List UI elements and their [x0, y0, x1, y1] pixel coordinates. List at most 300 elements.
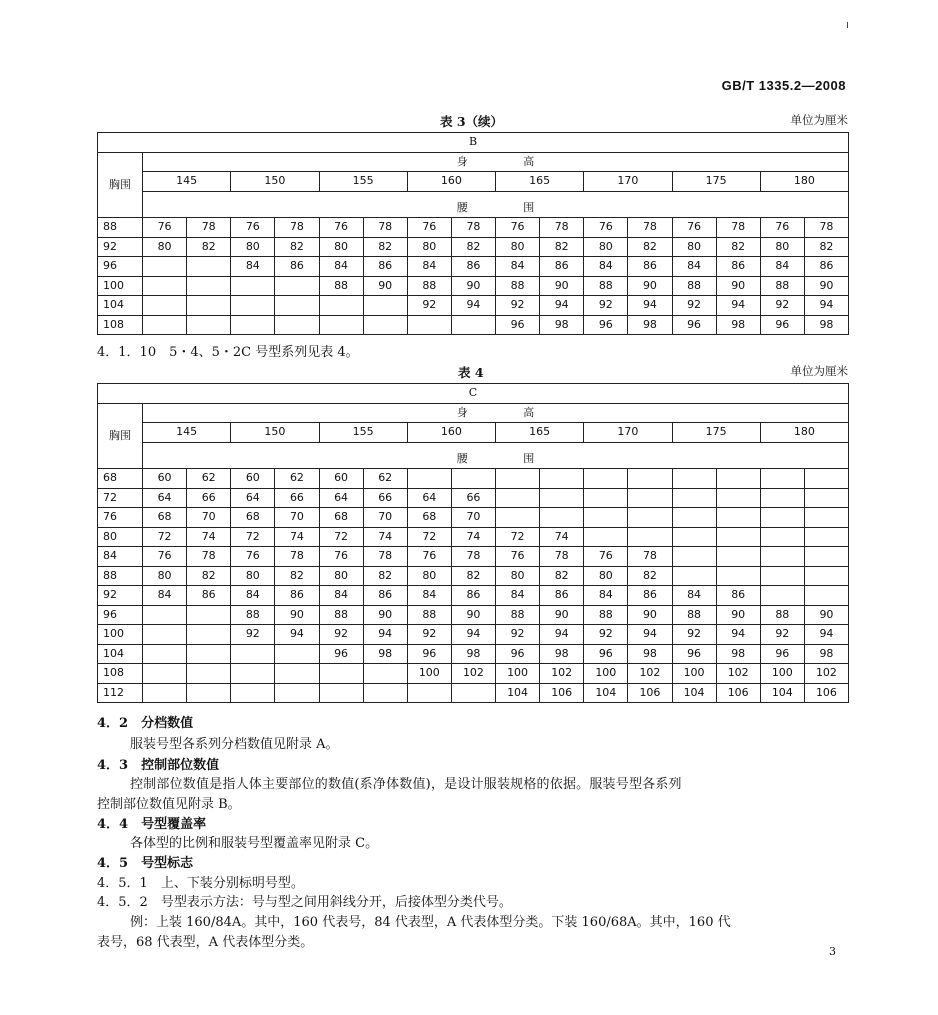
waist-value: 94 [804, 296, 848, 316]
waist-value: 100 [760, 664, 804, 684]
waist-value: 98 [451, 644, 495, 664]
waist-value [584, 488, 628, 508]
waist-value: 74 [451, 527, 495, 547]
waist-value: 86 [187, 586, 231, 606]
waist-value: 82 [451, 237, 495, 257]
waist-value: 88 [496, 276, 540, 296]
waist-value: 82 [628, 566, 672, 586]
waist-value: 72 [407, 527, 451, 547]
height-value: 165 [496, 172, 584, 192]
table-row [98, 257, 849, 277]
waist-value [672, 488, 716, 508]
chest-value: 80 [98, 527, 143, 547]
height-value: 180 [760, 172, 848, 192]
chest-value: 104 [98, 296, 143, 316]
section-4-2-body: 服装号型各系列分档数值见附录 A。 [130, 737, 339, 752]
waist-value [672, 547, 716, 567]
waist-value [760, 586, 804, 606]
waist-value: 90 [540, 605, 584, 625]
waist-value [760, 469, 804, 489]
waist-value [143, 683, 187, 703]
waist-value: 86 [540, 257, 584, 277]
waist-value: 76 [672, 218, 716, 238]
waist-value: 78 [628, 218, 672, 238]
chest-value: 76 [98, 508, 143, 528]
waist-value: 82 [187, 566, 231, 586]
heights-row [98, 172, 849, 192]
waist-value [143, 605, 187, 625]
waist-value: 78 [451, 218, 495, 238]
waist-value: 72 [143, 527, 187, 547]
waist-value: 90 [716, 605, 760, 625]
table-row [98, 547, 849, 567]
waist-value: 86 [716, 586, 760, 606]
corner-mark [847, 22, 848, 28]
height-value: 155 [319, 423, 407, 443]
height-value: 160 [407, 423, 495, 443]
waist-value: 86 [275, 257, 319, 277]
height-value: 170 [584, 423, 672, 443]
waist-value: 86 [628, 586, 672, 606]
waist-value: 84 [143, 586, 187, 606]
waist-value: 70 [187, 508, 231, 528]
waist-value [628, 488, 672, 508]
waist-value: 92 [496, 296, 540, 316]
waist-value: 98 [540, 315, 584, 335]
waist-value [672, 566, 716, 586]
waist-value: 84 [672, 257, 716, 277]
height-value: 170 [584, 172, 672, 192]
waist-value [628, 469, 672, 489]
table-row [98, 625, 849, 645]
waist-value [716, 488, 760, 508]
waist-value [451, 469, 495, 489]
waist-value: 104 [672, 683, 716, 703]
waist-value: 88 [584, 276, 628, 296]
table-row [98, 315, 849, 335]
waist-value: 88 [496, 605, 540, 625]
waist-value: 92 [319, 625, 363, 645]
table-row [98, 664, 849, 684]
waist-value [275, 683, 319, 703]
waist-value [363, 315, 407, 335]
waist-value [804, 547, 848, 567]
waist-value: 90 [804, 605, 848, 625]
waist-value [275, 296, 319, 316]
type-row [98, 384, 849, 404]
waist-value: 94 [804, 625, 848, 645]
chest-header: 胸围 [98, 403, 143, 469]
waist-value: 88 [407, 276, 451, 296]
waist-value [716, 566, 760, 586]
chest-value: 92 [98, 237, 143, 257]
waist-label: 腰 围 [143, 199, 849, 218]
waist-value [275, 276, 319, 296]
type-row [98, 133, 849, 153]
table-row [98, 586, 849, 606]
waist-value [540, 488, 584, 508]
waist-value: 100 [496, 664, 540, 684]
waist-value: 78 [187, 218, 231, 238]
waist-value: 76 [584, 218, 628, 238]
waist-value: 84 [672, 586, 716, 606]
waist-value: 92 [407, 625, 451, 645]
waist-value [496, 508, 540, 528]
waist-value [187, 605, 231, 625]
table4-unit: 单位为厘米 [790, 364, 848, 378]
waist-value: 76 [319, 218, 363, 238]
waist-value [672, 527, 716, 547]
waist-value [363, 296, 407, 316]
waist-value: 84 [407, 257, 451, 277]
waist-value: 88 [584, 605, 628, 625]
waist-value: 74 [540, 527, 584, 547]
chest-value: 104 [98, 644, 143, 664]
waist-value [407, 683, 451, 703]
chest-value: 96 [98, 605, 143, 625]
waist-value: 94 [540, 625, 584, 645]
waist-value: 100 [407, 664, 451, 684]
waist-value: 78 [275, 218, 319, 238]
waist-value: 90 [628, 605, 672, 625]
waist-value [319, 315, 363, 335]
waist-value: 76 [319, 547, 363, 567]
height-label: 身 高 [143, 403, 849, 423]
waist-value [451, 315, 495, 335]
waist-value: 106 [628, 683, 672, 703]
waist-value: 62 [187, 469, 231, 489]
waist-value: 66 [187, 488, 231, 508]
waist-value: 78 [187, 547, 231, 567]
waist-value: 94 [540, 296, 584, 316]
waist-value: 98 [628, 315, 672, 335]
waist-value: 76 [407, 547, 451, 567]
section-4-3-body-line1: 控制部位数值是指人体主要部位的数值(系净体数值)，是设计服装规格的依据。服装号型各系列 [130, 777, 682, 792]
waist-value: 64 [143, 488, 187, 508]
waist-value: 86 [804, 257, 848, 277]
waist-value [540, 469, 584, 489]
waist-value [231, 644, 275, 664]
waist-value: 70 [275, 508, 319, 528]
chest-value: 84 [98, 547, 143, 567]
waist-value: 82 [540, 237, 584, 257]
waist-value: 74 [275, 527, 319, 547]
table-row [98, 508, 849, 528]
section-4-3-body-line2: 控制部位数值见附录 B。 [97, 797, 241, 812]
waist-value: 96 [496, 644, 540, 664]
waist-value: 84 [496, 586, 540, 606]
chest-header: 胸围 [98, 152, 143, 218]
section-4-5-heading: 4．5 号型标志 [97, 856, 194, 871]
waist-value: 80 [496, 566, 540, 586]
waist-value: 78 [716, 218, 760, 238]
waist-value [231, 276, 275, 296]
chest-value: 88 [98, 218, 143, 238]
waist-value: 78 [275, 547, 319, 567]
waist-value: 82 [363, 237, 407, 257]
waist-value: 66 [275, 488, 319, 508]
section-4-2-heading: 4．2 分档数值 [97, 716, 194, 731]
waist-value [496, 469, 540, 489]
waist-value: 74 [187, 527, 231, 547]
waist-value: 84 [231, 586, 275, 606]
waist-value: 94 [628, 296, 672, 316]
waist-value [143, 315, 187, 335]
waist-value [760, 527, 804, 547]
table4 [97, 383, 849, 703]
page-number: 3 [829, 945, 836, 958]
table-row [98, 605, 849, 625]
height-value: 150 [231, 423, 319, 443]
waist-value: 82 [628, 237, 672, 257]
table-row [98, 218, 849, 238]
waist-value: 90 [363, 605, 407, 625]
waist-value [143, 296, 187, 316]
waist-value [187, 276, 231, 296]
height-value: 145 [143, 423, 231, 443]
waist-value: 96 [672, 644, 716, 664]
waist-value [804, 508, 848, 528]
table-row [98, 296, 849, 316]
waist-value: 90 [275, 605, 319, 625]
section-4-3-heading: 4．3 控制部位数值 [97, 758, 220, 773]
waist-value: 96 [584, 315, 628, 335]
waist-value [319, 296, 363, 316]
waist-value [672, 508, 716, 528]
waist-value: 86 [275, 586, 319, 606]
waist-value [716, 547, 760, 567]
waist-value: 76 [496, 218, 540, 238]
waist-value: 104 [584, 683, 628, 703]
waist-value: 78 [540, 218, 584, 238]
waist-value [187, 664, 231, 684]
waist-value: 76 [143, 218, 187, 238]
chest-value: 108 [98, 315, 143, 335]
table-row [98, 644, 849, 664]
waist-value: 92 [672, 625, 716, 645]
waist-value: 96 [760, 644, 804, 664]
waist-value: 80 [584, 237, 628, 257]
table3 [97, 132, 849, 335]
waist-value: 68 [319, 508, 363, 528]
waist-value: 88 [231, 605, 275, 625]
waist-value: 90 [540, 276, 584, 296]
waist-value [187, 296, 231, 316]
clause-4-1-10: 4．1．10 5・4、5・2C 号型系列见表 4。 [97, 345, 359, 360]
waist-value: 68 [143, 508, 187, 528]
waist-value: 88 [319, 605, 363, 625]
waist-value: 86 [451, 586, 495, 606]
waist-value [804, 488, 848, 508]
waist-value: 98 [804, 644, 848, 664]
waist-value: 102 [716, 664, 760, 684]
table-row [98, 683, 849, 703]
waist-value: 98 [716, 315, 760, 335]
waist-value: 82 [804, 237, 848, 257]
waist-value: 76 [584, 547, 628, 567]
waist-value: 80 [407, 566, 451, 586]
table-row [98, 488, 849, 508]
height-value: 155 [319, 172, 407, 192]
waist-value: 82 [275, 566, 319, 586]
waist-value: 98 [716, 644, 760, 664]
waist-value [231, 315, 275, 335]
waist-value: 84 [760, 257, 804, 277]
waist-value: 80 [143, 566, 187, 586]
section-4-4-body: 各体型的比例和服装号型覆盖率见附录 C。 [130, 836, 379, 851]
waist-value [231, 296, 275, 316]
waist-value: 66 [451, 488, 495, 508]
waist-value [804, 586, 848, 606]
waist-value: 102 [451, 664, 495, 684]
chest-value: 72 [98, 488, 143, 508]
chest-value: 108 [98, 664, 143, 684]
waist-value: 80 [231, 237, 275, 257]
waist-value [716, 508, 760, 528]
waist-label: 腰 围 [143, 450, 849, 469]
waist-value [275, 644, 319, 664]
waist-value [187, 257, 231, 277]
waist-value: 92 [231, 625, 275, 645]
waist-value: 84 [319, 257, 363, 277]
waist-value: 76 [231, 218, 275, 238]
waist-value: 76 [407, 218, 451, 238]
waist-value: 90 [451, 276, 495, 296]
waist-value: 88 [760, 605, 804, 625]
waist-value: 102 [804, 664, 848, 684]
waist-value: 80 [319, 566, 363, 586]
waist-value: 92 [496, 625, 540, 645]
chest-value: 100 [98, 276, 143, 296]
waist-value: 64 [231, 488, 275, 508]
waist-value: 90 [363, 276, 407, 296]
waist-value: 80 [496, 237, 540, 257]
waist-value [584, 527, 628, 547]
waist-value: 82 [187, 237, 231, 257]
table-row [98, 566, 849, 586]
waist-value: 64 [319, 488, 363, 508]
waist-value: 84 [407, 586, 451, 606]
waist-value [451, 683, 495, 703]
height-value: 150 [231, 172, 319, 192]
table4-caption: 表 4 [458, 365, 484, 380]
spacer-cell [143, 442, 849, 450]
waist-value [143, 664, 187, 684]
waist-value [275, 315, 319, 335]
waist-value: 82 [451, 566, 495, 586]
waist-value: 86 [363, 586, 407, 606]
waist-value: 100 [584, 664, 628, 684]
waist-value [716, 527, 760, 547]
waist-value: 78 [451, 547, 495, 567]
section-4-5-1: 4．5．1 上、下装分别标明号型。 [97, 876, 304, 891]
waist-value: 90 [451, 605, 495, 625]
waist-value: 94 [716, 625, 760, 645]
waist-value: 62 [275, 469, 319, 489]
table3-unit: 单位为厘米 [790, 113, 848, 127]
waist-value: 70 [451, 508, 495, 528]
waist-value: 72 [496, 527, 540, 547]
waist-value: 70 [363, 508, 407, 528]
waist-value [407, 469, 451, 489]
waist-value [672, 469, 716, 489]
waist-value: 72 [319, 527, 363, 547]
waist-value [760, 566, 804, 586]
height-value: 145 [143, 172, 231, 192]
waist-value: 82 [716, 237, 760, 257]
waist-value: 88 [672, 276, 716, 296]
waist-value: 98 [363, 644, 407, 664]
waist-value [143, 644, 187, 664]
waist-value: 72 [231, 527, 275, 547]
height-value: 175 [672, 423, 760, 443]
height-label-row [98, 152, 849, 172]
table-row [98, 527, 849, 547]
table-row [98, 469, 849, 489]
waist-value: 86 [451, 257, 495, 277]
waist-value: 94 [716, 296, 760, 316]
waist-value: 92 [407, 296, 451, 316]
section-4-4-heading: 4．4 号型覆盖率 [97, 817, 207, 832]
waist-value: 88 [672, 605, 716, 625]
waist-value: 88 [319, 276, 363, 296]
waist-value: 86 [540, 586, 584, 606]
waist-value: 80 [231, 566, 275, 586]
waist-value: 98 [540, 644, 584, 664]
waist-value: 78 [804, 218, 848, 238]
height-value: 160 [407, 172, 495, 192]
height-label: 身 高 [143, 152, 849, 172]
waist-value [231, 683, 275, 703]
waist-value [143, 257, 187, 277]
waist-value: 76 [231, 547, 275, 567]
waist-value: 102 [628, 664, 672, 684]
type-label: B [98, 133, 849, 153]
spacer-cell [143, 191, 849, 199]
waist-value: 82 [363, 566, 407, 586]
example-line1: 例：上装 160/84A。其中，160 代表号，84 代表型，A 代表体型分类。下装 160/68A。其中，160 代 [130, 915, 731, 930]
waist-value: 78 [363, 218, 407, 238]
waist-value: 84 [584, 586, 628, 606]
waist-value [804, 527, 848, 547]
waist-label-row [98, 450, 849, 469]
waist-value: 68 [407, 508, 451, 528]
waist-value [231, 664, 275, 684]
waist-value: 86 [363, 257, 407, 277]
waist-value [143, 276, 187, 296]
waist-value [716, 469, 760, 489]
waist-value: 94 [451, 296, 495, 316]
waist-value [628, 508, 672, 528]
chest-value: 92 [98, 586, 143, 606]
waist-value: 88 [407, 605, 451, 625]
waist-value: 90 [716, 276, 760, 296]
waist-value: 96 [584, 644, 628, 664]
waist-value: 92 [760, 625, 804, 645]
waist-value: 106 [540, 683, 584, 703]
waist-value [540, 508, 584, 528]
waist-value: 82 [275, 237, 319, 257]
waist-value: 94 [451, 625, 495, 645]
spacer-row [98, 442, 849, 450]
waist-value: 80 [760, 237, 804, 257]
chest-value: 96 [98, 257, 143, 277]
example-line2: 表号，68 代表型，A 代表体型分类。 [97, 935, 314, 950]
waist-value: 82 [540, 566, 584, 586]
section-4-5-2: 4．5．2 号型表示方法：号与型之间用斜线分开，后接体型分类代号。 [97, 895, 512, 910]
height-value: 180 [760, 423, 848, 443]
waist-value: 98 [804, 315, 848, 335]
